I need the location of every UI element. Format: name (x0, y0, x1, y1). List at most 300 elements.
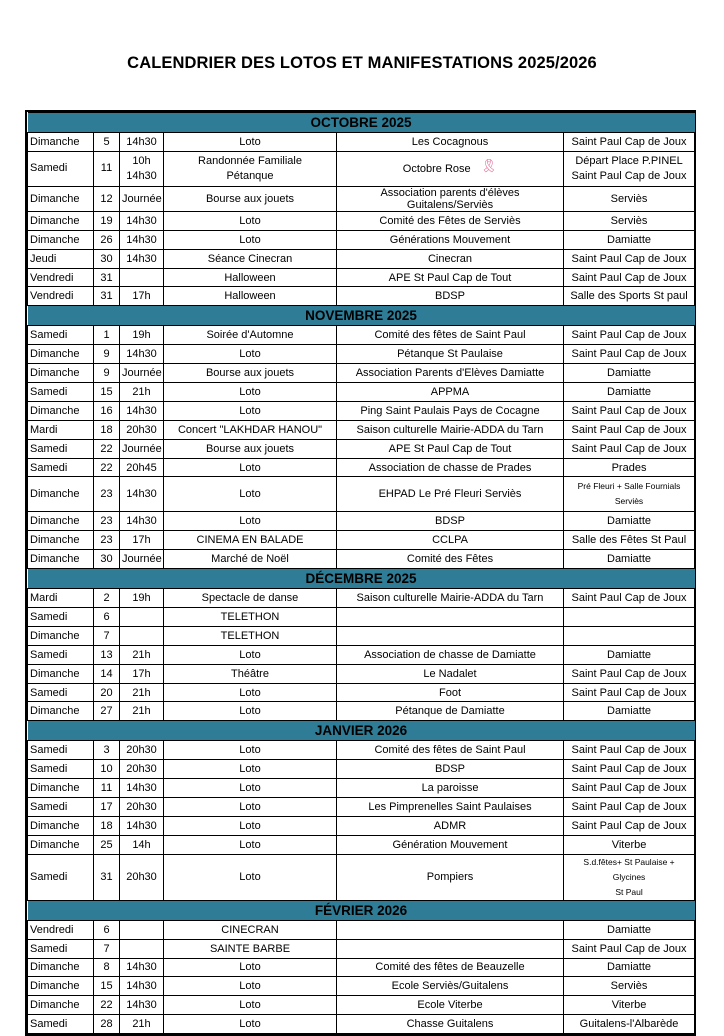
date-cell (94, 458, 120, 477)
place-cell (564, 741, 695, 760)
table-row (28, 664, 695, 683)
month-header: NOVEMBRE 2025 (28, 306, 695, 326)
organizer-cell (337, 133, 564, 152)
table-row (28, 977, 695, 996)
day-cell-text: Mardi (30, 423, 58, 436)
table-row (28, 268, 695, 287)
place-cell-text: Damiatte (607, 385, 652, 398)
event-cell (164, 939, 337, 958)
day-cell (28, 608, 94, 627)
day-cell (28, 835, 94, 854)
table-row (28, 133, 695, 152)
day-cell-text: Dimanche (30, 819, 80, 832)
date-cell (94, 401, 120, 420)
event-cell-text: Loto (239, 800, 261, 813)
date-cell-text: 7 (103, 942, 110, 955)
organizer-cell (337, 477, 564, 512)
organizer-cell (337, 268, 564, 287)
date-cell (94, 420, 120, 439)
date-cell (94, 1015, 120, 1034)
day-cell (28, 741, 94, 760)
organizer-cell-text: Les Pimprenelles Saint Paulaises (368, 800, 532, 813)
time-cell-text: 21h (132, 705, 151, 718)
table-row (28, 816, 695, 835)
day-cell (28, 383, 94, 402)
place-cell-text: Saint Paul Cap de Joux (571, 819, 687, 832)
organizer-cell-text: Pétanque St Paulaise (397, 348, 503, 361)
place-cell-text: Serviès (610, 214, 648, 227)
time-cell-text: 14h (132, 838, 151, 851)
event-cell (164, 798, 337, 817)
event-cell-text: CINECRAN (221, 923, 279, 936)
table-row (28, 608, 695, 627)
event-cell (164, 779, 337, 798)
time-cell (120, 702, 164, 721)
organizer-cell (337, 741, 564, 760)
place-cell (564, 589, 695, 608)
event-cell (164, 477, 337, 512)
organizer-cell (337, 854, 564, 900)
place-cell-text: Damiatte (607, 367, 652, 380)
day-cell-text: Dimanche (30, 553, 80, 566)
date-cell-text: 8 (103, 961, 110, 974)
event-cell (164, 760, 337, 779)
time-cell-text: 14h30 (126, 487, 157, 500)
month-header: DÉCEMBRE 2025 (28, 569, 695, 589)
date-cell (94, 683, 120, 702)
day-cell-text: Dimanche (30, 999, 80, 1012)
organizer-cell-text: Ecole Serviès/Guitalens (391, 980, 509, 993)
organizer-cell-text: Chasse Guitalens (406, 1018, 494, 1031)
date-cell-text: 15 (100, 980, 113, 993)
table-row (28, 626, 695, 645)
place-cell-text: Serviès (610, 980, 648, 993)
place-cell (564, 854, 695, 900)
organizer-cell-text: EHPAD Le Pré Fleuri Serviès (378, 487, 522, 500)
table-row (28, 211, 695, 230)
event-cell-text: Concert "LAKHDAR HANOU" (177, 423, 323, 436)
day-cell-text: Dimanche (30, 980, 80, 993)
table-row (28, 345, 695, 364)
place-cell-text: Saint Paul Cap de Joux (571, 782, 687, 795)
day-cell (28, 645, 94, 664)
organizer-cell-text: Association de chasse de Damiatte (364, 648, 536, 661)
time-cell (120, 608, 164, 627)
place-cell-text: Saint Paul Cap de Joux (571, 329, 687, 342)
time-cell-text: Journée (122, 367, 162, 380)
pink-ribbon-icon: 🎗 (480, 158, 498, 174)
table-row (28, 854, 695, 900)
organizer-cell-text: Comité des fêtes de Saint Paul (374, 744, 526, 757)
place-cell-text: Saint Paul Cap de Joux (571, 592, 687, 605)
organizer-cell (337, 326, 564, 345)
place-cell-text: Saint Paul Cap de Joux (571, 942, 687, 955)
organizer-cell-text: BDSP (435, 290, 465, 303)
date-cell-text: 22 (100, 999, 113, 1012)
organizer-cell (337, 1015, 564, 1034)
event-cell-text: Loto (239, 135, 261, 148)
time-cell (120, 779, 164, 798)
date-cell-text: 31 (100, 290, 113, 303)
place-cell (564, 383, 695, 402)
time-cell (120, 477, 164, 512)
organizer-cell-text: Le Nadalet (423, 667, 477, 680)
place-cell (564, 683, 695, 702)
day-cell (28, 760, 94, 779)
time-cell-text: 21h (132, 686, 151, 699)
day-cell (28, 401, 94, 420)
time-cell (120, 683, 164, 702)
time-cell (120, 1015, 164, 1034)
day-cell (28, 1015, 94, 1034)
organizer-cell (337, 779, 564, 798)
date-cell-text: 11 (100, 782, 113, 795)
place-cell (564, 133, 695, 152)
date-cell (94, 664, 120, 683)
date-cell (94, 645, 120, 664)
place-cell (564, 798, 695, 817)
day-cell (28, 664, 94, 683)
organizer-cell-text: Ping Saint Paulais Pays de Cocagne (360, 404, 540, 417)
table-row (28, 458, 695, 477)
place-cell-text: Saint Paul Cap de Joux (571, 135, 687, 148)
date-cell (94, 531, 120, 550)
date-cell (94, 383, 120, 402)
time-cell-text: 17h (132, 534, 151, 547)
day-cell-text: Dimanche (30, 348, 80, 361)
time-cell (120, 211, 164, 230)
day-cell (28, 230, 94, 249)
event-cell (164, 835, 337, 854)
place-cell (564, 401, 695, 420)
event-cell (164, 439, 337, 458)
day-cell (28, 211, 94, 230)
event-cell (164, 230, 337, 249)
day-cell-text: Samedi (30, 461, 68, 474)
day-cell-text: Samedi (30, 763, 68, 776)
event-cell-text: Loto (239, 819, 261, 832)
date-cell (94, 345, 120, 364)
organizer-cell (337, 626, 564, 645)
place-cell (564, 186, 695, 211)
organizer-cell (337, 835, 564, 854)
time-cell (120, 249, 164, 268)
time-cell (120, 151, 164, 186)
table-row (28, 920, 695, 939)
day-cell (28, 133, 94, 152)
organizer-cell (337, 798, 564, 817)
time-cell (120, 439, 164, 458)
table-row (28, 645, 695, 664)
time-cell-text: 20h30 (126, 870, 157, 883)
place-cell (564, 626, 695, 645)
time-cell (120, 835, 164, 854)
date-cell (94, 741, 120, 760)
date-cell-text: 12 (100, 192, 113, 205)
date-cell (94, 364, 120, 383)
event-cell (164, 816, 337, 835)
organizer-cell-text: Association Parents d'Elèves Damiatte (355, 367, 545, 380)
organizer-cell (337, 702, 564, 721)
time-cell (120, 996, 164, 1015)
event-cell (164, 401, 337, 420)
time-cell (120, 345, 164, 364)
event-cell (164, 996, 337, 1015)
organizer-cell (337, 760, 564, 779)
date-cell-text: 6 (103, 610, 110, 623)
organizer-cell-text: Foot (438, 686, 461, 699)
event-cell-text: Loto (239, 648, 261, 661)
organizer-cell (337, 816, 564, 835)
time-cell (120, 798, 164, 817)
event-cell-text: Bourse aux jouets (205, 442, 295, 455)
page-title: CALENDRIER DES LOTOS ET MANIFESTATIONS 2025/2026 (127, 54, 597, 72)
place-cell-text: Serviès (610, 192, 648, 205)
event-cell-text: Loto (239, 980, 261, 993)
day-cell-text: Samedi (30, 385, 68, 398)
table-row (28, 550, 695, 569)
table-row (28, 401, 695, 420)
table-row (28, 702, 695, 721)
day-cell-text: Samedi (30, 942, 68, 955)
day-cell-text: Dimanche (30, 705, 80, 718)
date-cell (94, 186, 120, 211)
event-cell (164, 664, 337, 683)
time-cell (120, 458, 164, 477)
event-cell (164, 249, 337, 268)
time-cell-text: 14h30 (126, 233, 157, 246)
month-header-row (28, 900, 695, 920)
time-cell-text: 19h (132, 592, 151, 605)
date-cell-text: 27 (100, 705, 113, 718)
place-cell (564, 645, 695, 664)
event-cell (164, 645, 337, 664)
date-cell-text: 18 (100, 423, 113, 436)
date-cell (94, 854, 120, 900)
time-cell (120, 512, 164, 531)
day-cell (28, 550, 94, 569)
event-cell (164, 854, 337, 900)
date-cell-text: 31 (100, 870, 113, 883)
organizer-cell (337, 608, 564, 627)
place-cell-text: Damiatte (607, 648, 652, 661)
day-cell-text: Samedi (30, 648, 68, 661)
day-cell (28, 439, 94, 458)
table-row (28, 230, 695, 249)
place-cell-text: Damiatte (607, 515, 652, 528)
table-row (28, 741, 695, 760)
place-cell (564, 364, 695, 383)
date-cell-text: 23 (100, 534, 113, 547)
time-cell (120, 401, 164, 420)
date-cell (94, 133, 120, 152)
place-cell (564, 664, 695, 683)
place-cell (564, 439, 695, 458)
event-cell-text: Randonnée Familiale Pétanque (198, 154, 302, 182)
date-cell-text: 31 (100, 271, 113, 284)
table-row (28, 589, 695, 608)
place-cell-text: Saint Paul Cap de Joux (571, 423, 687, 436)
date-cell-text: 7 (103, 629, 110, 642)
organizer-cell (337, 401, 564, 420)
date-cell (94, 835, 120, 854)
table-row (28, 151, 695, 186)
date-cell-text: 18 (100, 819, 113, 832)
organizer-cell-text: Pétanque de Damiatte (395, 705, 505, 718)
month-header-row (28, 306, 695, 326)
place-cell (564, 287, 695, 306)
table-row (28, 958, 695, 977)
place-cell-text: Damiatte (607, 961, 652, 974)
organizer-cell (337, 458, 564, 477)
event-cell (164, 326, 337, 345)
time-cell (120, 133, 164, 152)
organizer-cell (337, 151, 564, 186)
organizer-cell-text: Comité des Fêtes de Serviès (379, 214, 521, 227)
organizer-cell-text: BDSP (435, 763, 465, 776)
organizer-cell (337, 996, 564, 1015)
time-cell-text: Journée (122, 442, 162, 455)
date-cell (94, 268, 120, 287)
place-cell-text: Salle des Fêtes St Paul (571, 534, 687, 547)
event-cell (164, 741, 337, 760)
date-cell-text: 3 (103, 744, 110, 757)
date-cell (94, 939, 120, 958)
date-cell-text: 17 (100, 800, 113, 813)
event-cell-text: Loto (239, 838, 261, 851)
day-cell (28, 702, 94, 721)
place-cell (564, 230, 695, 249)
place-cell-text: Pré Fleuri + Salle Fournials Serviès (577, 481, 681, 507)
day-cell (28, 854, 94, 900)
event-cell (164, 186, 337, 211)
organizer-cell (337, 939, 564, 958)
time-cell (120, 589, 164, 608)
time-cell-text: 17h (132, 290, 151, 303)
place-cell-text: Viterbe (611, 999, 647, 1012)
event-cell (164, 133, 337, 152)
day-cell-text: Samedi (30, 442, 68, 455)
place-cell (564, 816, 695, 835)
event-cell-text: Loto (239, 461, 261, 474)
day-cell (28, 477, 94, 512)
organizer-cell-text: BDSP (435, 515, 465, 528)
day-cell (28, 151, 94, 186)
day-cell (28, 626, 94, 645)
date-cell (94, 779, 120, 798)
date-cell (94, 477, 120, 512)
date-cell-text: 19 (100, 214, 113, 227)
month-header: OCTOBRE 2025 (28, 113, 695, 133)
table-row (28, 186, 695, 211)
organizer-cell (337, 550, 564, 569)
day-cell-text: Dimanche (30, 404, 80, 417)
place-cell (564, 977, 695, 996)
place-cell (564, 151, 695, 186)
table-row (28, 477, 695, 512)
time-cell-text: Journée (122, 553, 162, 566)
table-row (28, 249, 695, 268)
event-cell (164, 420, 337, 439)
organizer-cell-text: Génération Mouvement (392, 838, 508, 851)
organizer-cell (337, 645, 564, 664)
place-cell (564, 420, 695, 439)
time-cell (120, 920, 164, 939)
organizer-cell-text: Octobre Rose (402, 163, 471, 176)
date-cell-text: 23 (100, 487, 113, 500)
event-cell-text: Loto (239, 515, 261, 528)
date-cell (94, 608, 120, 627)
table-row (28, 683, 695, 702)
time-cell-text: 21h (132, 648, 151, 661)
time-cell (120, 760, 164, 779)
place-cell (564, 760, 695, 779)
table-row (28, 287, 695, 306)
date-cell (94, 512, 120, 531)
time-cell (120, 939, 164, 958)
event-cell-text: Loto (239, 870, 261, 883)
time-cell (120, 854, 164, 900)
time-cell-text: 14h30 (126, 782, 157, 795)
organizer-cell-text: Les Cocagnous (411, 135, 489, 148)
day-cell-text: Samedi (30, 1018, 68, 1031)
place-cell-text: Damiatte (607, 233, 652, 246)
organizer-cell (337, 589, 564, 608)
date-cell (94, 287, 120, 306)
organizer-cell-text: Comité des fêtes de Beauzelle (375, 961, 525, 974)
event-cell-text: Loto (239, 705, 261, 718)
organizer-cell-text: CCLPA (432, 534, 468, 547)
day-cell (28, 816, 94, 835)
organizer-cell-text: APE St Paul Cap de Tout (388, 271, 512, 284)
day-cell-text: Samedi (30, 800, 68, 813)
day-cell (28, 512, 94, 531)
day-cell (28, 589, 94, 608)
organizer-cell-text: Générations Mouvement (389, 233, 511, 246)
event-cell (164, 958, 337, 977)
organizer-cell (337, 664, 564, 683)
time-cell-text: 19h (132, 329, 151, 342)
event-cell-text: Loto (239, 214, 261, 227)
organizer-cell-text: Cinecran (427, 252, 473, 265)
place-cell (564, 702, 695, 721)
time-cell-text: Journée (122, 192, 162, 205)
place-cell-text: Saint Paul Cap de Joux (571, 252, 687, 265)
place-cell-text: Saint Paul Cap de Joux (571, 404, 687, 417)
date-cell-text: 25 (100, 838, 113, 851)
table-row (28, 835, 695, 854)
time-cell-text: 10h 14h30 (126, 154, 157, 182)
day-cell-text: Dimanche (30, 233, 80, 246)
month-header-row (28, 113, 695, 133)
place-cell (564, 939, 695, 958)
place-cell-text: Saint Paul Cap de Joux (571, 442, 687, 455)
organizer-cell-text: APPMA (430, 385, 470, 398)
time-cell-text: 14h30 (126, 980, 157, 993)
day-cell-text: Dimanche (30, 629, 80, 642)
event-cell-text: Bourse aux jouets (205, 192, 295, 205)
time-cell (120, 550, 164, 569)
day-cell-text: Dimanche (30, 214, 80, 227)
day-cell (28, 683, 94, 702)
event-cell-text: Loto (239, 763, 261, 776)
time-cell (120, 664, 164, 683)
day-cell (28, 186, 94, 211)
time-cell (120, 741, 164, 760)
day-cell (28, 326, 94, 345)
table-row (28, 420, 695, 439)
table-row (28, 512, 695, 531)
